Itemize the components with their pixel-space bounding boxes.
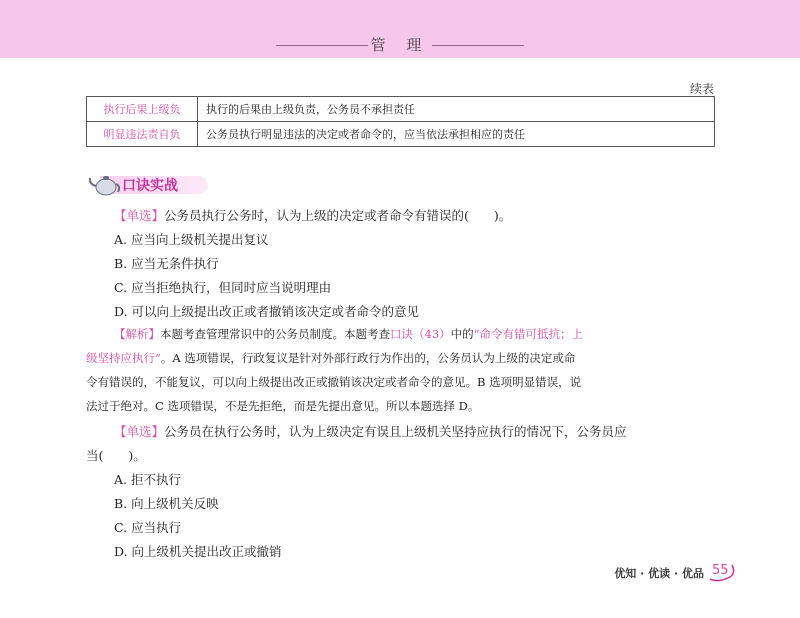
q2-tag: 【单选】 [114,424,165,439]
q1-tag: 【单选】 [114,208,165,223]
q1-option-b: B. 应当无条件执行 [114,256,219,271]
q1-option-c: C. 应当拒绝执行，但同时应当说明理由 [114,280,332,295]
section-title [86,172,216,196]
expl-mnemonic-quote: 级坚持应执行” [86,351,161,365]
rules-table [86,96,715,147]
q1-explanation-line3: 令有错误的，不能复议，可以向上级提出改正或撤销该决定或者命令的意见。B 选项明显错误，说 [86,375,582,389]
q2-stem-text: 公务员在执行公务时，认为上级决定有误且上级机关坚持应执行的情况下，公务员应 [164,424,627,439]
expl-text: 。A 选项错误，行政复议是针对外部行政行为作出的，公务员认为上级的决定或命 [160,351,576,365]
q2-stem-line1 [114,422,627,440]
q1-stem [114,206,511,224]
q1-explanation-line2 [86,350,575,366]
q2-option-c: C. 应当执行 [114,520,182,535]
q2-stem-line2: 当( )。 [86,448,146,463]
section-title-text: 口诀实战 [122,178,178,194]
q2-option-a: A. 拒不执行 [114,472,181,487]
page-number: 55 [712,563,729,578]
page-header-title: 管 理 [370,36,430,54]
expl-mnemonic-quote: “命令有错可抵抗；上 [473,327,584,341]
page-number-badge [708,561,738,583]
q2-option-b: B. 向上级机关反映 [114,496,219,511]
continued-label: 续表 [689,82,714,96]
table-cell-key: 执行后果上级负 [87,97,198,122]
table-row [87,122,715,147]
expl-text: 本题考查管理常识中的公务员制度。本题考查 [160,327,390,341]
table-cell-key: 明显违法责自负 [87,122,198,147]
table-row [87,97,715,122]
expl-mnemonic-ref: 口诀（43） [390,327,451,341]
footer-slogan: 优知 · 优读 · 优品 [614,567,704,580]
teapot-icon [86,172,122,198]
q1-stem-text: 公务员执行公务时，认为上级的决定或者命令有错误的( )。 [164,208,512,223]
q1-explanation-line4: 法过于绝对。C 选项错误，不是先拒绝，而是先提出意见。所以本题选择 D。 [86,399,480,413]
explanation-tag: 【解析】 [114,327,160,341]
q1-option-a: A. 应当向上级机关提出复议 [114,232,269,247]
table-cell-value: 执行的后果由上级负责，公务员不承担责任 [198,97,715,122]
table-cell-value: 公务员执行明显违法的决定或者命令的，应当依法承担相应的责任 [198,122,715,147]
expl-text: 中的 [450,327,474,341]
q1-option-d: D. 可以向上级提出改正或者撤销该决定或者命令的意见 [114,304,420,319]
q1-explanation-line1 [114,326,716,342]
q2-option-d: D. 向上级机关提出改正或撤销 [114,544,282,559]
